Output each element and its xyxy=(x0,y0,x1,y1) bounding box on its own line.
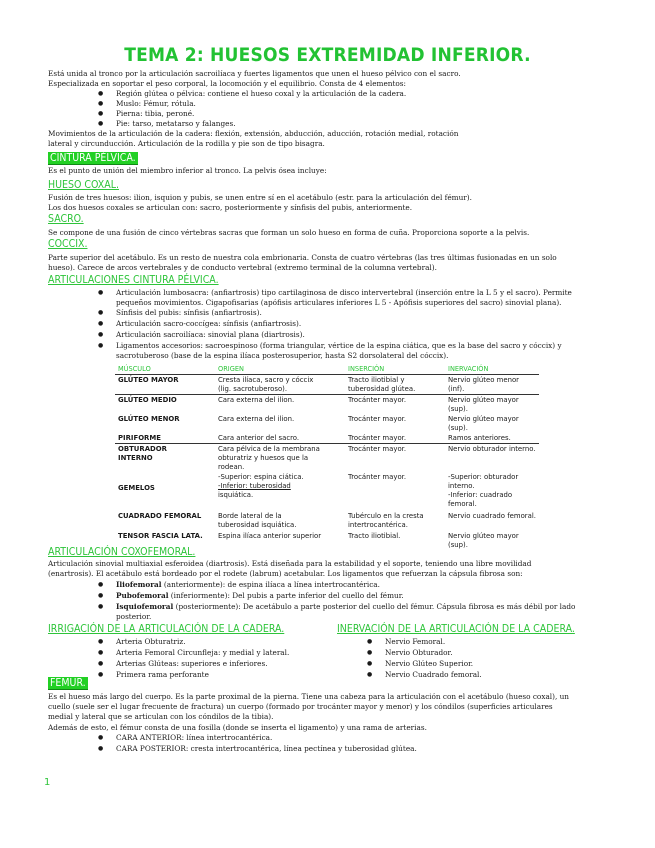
paragraph: Se compone de una fusión de cinco vértebras sacras que forman un solo hueso en forma de cuña. Proporciona soporte a la pelvis. xyxy=(48,228,530,237)
table-cell: Trocánter mayor. xyxy=(345,444,445,473)
table-cell: Cara externa del ilion. xyxy=(218,415,295,423)
list-item: ● Nervio Glúteo Superior. xyxy=(385,659,473,668)
table-header-row xyxy=(115,363,539,375)
paragraph: Los dos huesos coxales se articulan con: sacro, posteriormente y sínfisis del pubis, anteriormente. xyxy=(48,203,413,212)
table-row xyxy=(115,444,539,473)
table-cell: PIRIFORME xyxy=(118,434,161,442)
list-item: ● Articulación lumbosacra: (anfiartrosis) tipo cartilaginosa de disco intervertebral (inserción entre la L 5 y el sacro). Permite xyxy=(116,288,572,297)
table-cell: -Superior: obturador interno. -Inferior: cuadrado femoral. xyxy=(448,473,519,508)
table-cell: Trocánter mayor. xyxy=(345,395,445,415)
table-cell: Nervio obturador interno. xyxy=(445,444,539,473)
table-row xyxy=(115,433,539,444)
table-cell: GLÚTEO MAYOR xyxy=(118,376,179,384)
page-number: 1 xyxy=(44,777,51,788)
section-heading-cintura: CINTURA PÉLVICA. xyxy=(50,152,136,164)
table-cell: GLÚTEO MEDIO xyxy=(115,395,215,415)
intro-line: Movimientos de la articulación de la cadera: flexión, extensión, abducción, aducción, rotación medial, rotación xyxy=(48,129,459,138)
list-item-continuation: posterior. xyxy=(116,612,152,621)
table-cell: Tubérculo en la cresta intertrocantérica. xyxy=(348,512,424,529)
table-cell: Cara anterior del sacro. xyxy=(218,434,300,442)
table-cell: GLÚTEO MENOR xyxy=(118,415,180,423)
paragraph: hueso). Carece de arcos vertebrales y de conducto vertebral (extremo terminal de la columna vertebral). xyxy=(48,263,437,272)
paragraph: cuello (suele ser el lugar frecuente de fractura) un cuerpo (formado por trocánter mayor y menor) y los cóndilos (superficies articulares xyxy=(48,702,553,711)
table-cell: Nervio cuadrado femoral. xyxy=(448,512,536,520)
column-header: INERVACIÓN xyxy=(445,363,539,375)
list-item-continuation: pequeños movimientos. Cigapofisarias (apófisis articulares inferiores L 5 - Apófisis superiores del sacro) sinovial plana). xyxy=(116,298,562,307)
section-heading-sacro: SACRO. xyxy=(48,213,84,225)
list-item: ● Arteria Femoral Circunfleja: y medial y lateral. xyxy=(116,648,289,657)
list-item: ● Muslo: Fémur, rótula. xyxy=(116,99,196,108)
list-item: ● Nervio Femoral. xyxy=(385,637,445,646)
section-heading-coxofemoral: ARTICULACIÓN COXOFEMORAL. xyxy=(48,546,196,558)
list-item-continuation: sacrotuberoso (base de la espina ilíaca posterosuperior, hasta S2 dorsolateral del cóccix). xyxy=(116,351,449,360)
column-header: ORIGEN xyxy=(215,363,345,375)
section-heading-articulaciones: ARTICULACIONES CINTURA PÉLVICA. xyxy=(48,274,219,286)
section-heading-inervacion: INERVACIÓN DE LA ARTICULACIÓN DE LA CADERA. xyxy=(337,623,575,635)
list-item: ● Articulación sacro-coccígea: sínfisis (anfiartrosis). xyxy=(116,319,301,328)
paragraph: (enartrosis). El acetábulo está bordeado por el rodete (labrum) acetabular. Los ligamentos que refuerzan la cápsula fibrosa son: xyxy=(48,569,523,578)
table-row xyxy=(115,375,539,395)
table-cell: OBTURADOR INTERNO xyxy=(115,444,215,473)
table-cell: Tracto iliotibial. xyxy=(348,532,401,540)
paragraph: Fusión de tres huesos: ilion, isquion y pubis, se unen entre sí en el acetábulo (estr. para la articulación del fémur). xyxy=(48,193,472,202)
list-item: ● Iliofemoral (anteriormente): de espina ilíaca a línea intertrocantérica. xyxy=(116,580,380,589)
paragraph: Es el hueso más largo del cuerpo. Es la parte proximal de la pierna. Tiene una cabeza para la articulación con el acetábulo (hueso coxal), un xyxy=(48,692,570,701)
list-item: ● Primera rama perforante xyxy=(116,670,209,679)
intro-line: Está unida al tronco por la articulación sacroilíaca y fuertes ligamentos que unen el hueso pélvico con el sacro. xyxy=(48,69,461,78)
list-item: ● Isquiofemoral (posteriormente): De acetábulo a parte posterior del cuello del fémur. Cápsula fibrosa es más débil por lado xyxy=(116,602,575,611)
table-cell: Cresta ilíaca, sacro y cóccix (lig. sacrotuberoso). xyxy=(218,376,314,393)
table-cell: Cara pélvica de la membrana obturatriz y huesos que la rodean. xyxy=(215,444,345,473)
muscle-table xyxy=(115,363,539,550)
paragraph: Además de esto, el fémur consta de una fosilla (donde se inserta el ligamento) y una rama de arterias. xyxy=(48,723,427,732)
table-row xyxy=(115,472,539,509)
table-cell: CUADRADO FEMORAL xyxy=(118,512,202,520)
list-item: ● Arteria Obturatriz. xyxy=(116,637,186,646)
table-cell: Trocánter mayor. xyxy=(348,473,407,481)
paragraph: Parte superior del acetábulo. Es un resto de nuestra cola embrionaria. Consta de cuatro vértebras (las tres últimas fusionadas en un solo xyxy=(48,253,557,262)
table-row xyxy=(115,509,539,530)
intro-line: lateral y circunducción. Articulación de la rodilla y pie son de tipo bisagra. xyxy=(48,139,325,148)
table-cell: GEMELOS xyxy=(118,484,155,492)
list-item: ● Región glútea o pélvica: contiene el hueso coxal y la articulación de la cadera. xyxy=(116,89,406,98)
table-row xyxy=(115,395,539,415)
table-cell: Nervio glúteo mayor (sup). xyxy=(448,532,519,549)
list-item: ● Ligamentos accesorios: sacroespinoso (forma triangular, vértice de la espina ciática, que es la base del sacro y cóccix) y xyxy=(116,341,562,350)
section-heading-femur: FEMUR. xyxy=(50,677,86,689)
table-cell: Nervio glúteo mayor (sup). xyxy=(448,415,519,432)
paragraph: Es el punto de unión del miembro inferior al tronco. La pelvis ósea incluye: xyxy=(48,166,327,175)
section-heading-irrigacion: IRRIGACIÓN DE LA ARTICULACIÓN DE LA CADERA. xyxy=(48,623,285,635)
table-row xyxy=(115,414,539,433)
list-item: ● Pierna: tibia, peroné. xyxy=(116,109,194,118)
table-cell: Cara externa del ilion. xyxy=(215,395,345,415)
list-item: ● Nervio Cuadrado femoral. xyxy=(385,670,482,679)
list-item: ● Arterias Glúteas: superiores e inferiores. xyxy=(116,659,268,668)
table-cell: Trocánter mayor. xyxy=(348,415,407,423)
paragraph: medial y lateral que se articulan con los cóndilos de la tibia). xyxy=(48,712,274,721)
table-cell: -Superior: espina ciática. -Inferior: tuberosidad isquiática. xyxy=(218,473,304,499)
list-item: ● Pubofemoral (inferiormente): Del pubis a parte inferior del cuello del fémur. xyxy=(116,591,404,600)
list-item: ● Nervio Obturador. xyxy=(385,648,453,657)
table-cell: Tracto iliotibial y tuberosidad glútea. xyxy=(348,376,416,393)
table-cell: Ramos anteriores. xyxy=(448,434,511,442)
list-item: ● CARA ANTERIOR: línea intertrocantérica. xyxy=(116,733,272,742)
table-cell: Espina ilíaca anterior superior xyxy=(218,532,322,540)
intro-line: Especializada en soportar el peso corporal, la locomoción y el equilibrio. Consta de 4 elementos: xyxy=(48,79,406,88)
list-item: ● Sínfisis del pubis: sínfisis (anfiartrosis). xyxy=(116,308,262,317)
table-cell: TENSOR FASCIA LATA. xyxy=(118,532,203,540)
table-cell: Nervio glúteo mayor (sup). xyxy=(445,395,539,415)
table-cell: Borde lateral de la tuberosidad isquiática. xyxy=(218,512,297,529)
section-heading-coccix: COCCIX. xyxy=(48,238,88,250)
paragraph: Articulación sinovial multiaxial esferoidea (diartrosis). Está diseñada para la estabilidad y el soporte, teniendo una libre movilidad xyxy=(48,559,532,568)
list-item: ● Pie: tarso, metatarso y falanges. xyxy=(116,119,236,128)
table-cell: Nervio glúteo menor (inf). xyxy=(448,376,519,393)
table-cell: Trocánter mayor. xyxy=(348,434,407,442)
column-header: MÚSCULO xyxy=(115,363,215,375)
section-heading-coxal: HUESO COXAL. xyxy=(48,179,119,191)
page-title: TEMA 2: HUESOS EXTREMIDAD INFERIOR. xyxy=(124,44,531,66)
list-item: ● CARA POSTERIOR: cresta intertrocantérica, línea pectínea y tuberosidad glútea. xyxy=(116,744,417,753)
column-header: INSERCIÓN xyxy=(345,363,445,375)
list-item: ● Articulación sacroilíaca: sinovial plana (diartrosis). xyxy=(116,330,305,339)
